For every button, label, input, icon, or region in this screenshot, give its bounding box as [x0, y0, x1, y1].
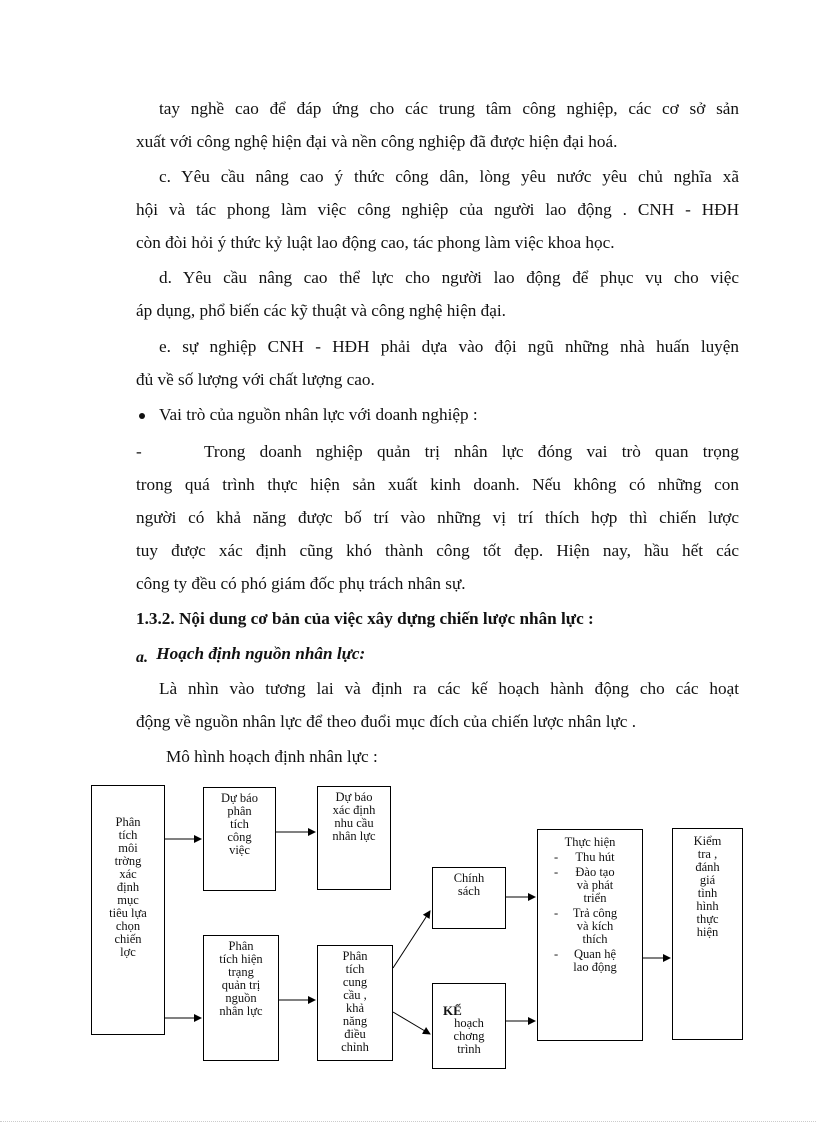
implement-list-item — [538, 851, 642, 864]
implement-item-text: Thu hút — [575, 850, 615, 864]
list-dash: - — [554, 865, 559, 879]
box-current-state — [203, 935, 279, 1061]
implement-item-text: Đào tạo và phát triển — [575, 865, 615, 905]
implement-list-item — [538, 907, 642, 946]
paragraph-line: hội và tác phong làm việc công nghiệp của người lao động . CNH - HĐH — [136, 200, 739, 219]
box-implement-title: Thực hiện — [564, 835, 616, 849]
box-policy-text: Chính sách — [453, 871, 485, 898]
box-forecast-demand — [317, 786, 391, 890]
implement-list-item — [538, 948, 642, 974]
implement-item-text: Quan hệ lao động — [573, 947, 617, 974]
paragraph-line: đủ về số lượng với chất lượng cao. — [136, 370, 375, 389]
box-plan-big: KẾ — [443, 1003, 462, 1018]
box-forecast-demand-text: Dự báo xác định nhu cầu nhân lực — [332, 790, 376, 843]
box-check-text: Kiểm tra , đánh giá tình hình thực hiện — [693, 834, 722, 939]
box-environment-analysis — [91, 785, 165, 1035]
section-heading: 1.3.2. Nội dung cơ bản của việc xây dựng chiến lược nhân lực : — [136, 609, 594, 628]
paragraph-line: Là nhìn vào tương lai và định ra các kế hoạch hành động cho các hoạt — [159, 679, 739, 698]
dash-marker: - — [136, 442, 142, 461]
subsection-marker: a. — [136, 649, 148, 666]
page-bottom-rule — [0, 1121, 816, 1122]
box-plan — [432, 983, 506, 1069]
box-environment-analysis-text: Phân tích môi trờng xác định mục tiêu lựa chọn chiến lợc — [109, 815, 147, 959]
paragraph-line: xuất với công nghệ hiện đại và nền công nghiệp đã được hiện đại hoá. — [136, 132, 618, 151]
bullet-text: Vai trò của nguồn nhân lực với doanh nghiệp : — [159, 405, 478, 424]
paragraph-line: công ty đều có phó giám đốc phụ trách nhân sự. — [136, 574, 466, 593]
paragraph-line: áp dụng, phổ biến các kỹ thuật và công nghệ hiện đại. — [136, 301, 506, 320]
box-forecast-work-text: Dự báo phân tích công việc — [221, 791, 258, 857]
paragraph-line: e. sự nghiệp CNH - HĐH phải dựa vào đội ngũ những nhà huấn luyện — [159, 337, 739, 356]
paragraph-line: tay nghề cao để đáp ứng cho các trung tâm công nghiệp, các cơ sở sản — [159, 99, 739, 118]
subsection-title: Hoạch định nguồn nhân lực: — [156, 644, 366, 663]
box-supply-demand — [317, 945, 393, 1061]
list-dash: - — [554, 947, 559, 961]
box-implement — [537, 829, 643, 1041]
implement-list-item — [538, 866, 642, 905]
paragraph-line: tuy được xác định cũng khó thành công tốt đẹp. Hiện nay, hầu hết các — [136, 541, 739, 560]
paragraph-line: Trong doanh nghiệp quản trị nhân lực đóng vai trò quan trọng — [204, 442, 739, 461]
paragraph-line: người có khả năng được bố trí vào những vị trí thích hợp thì chiến lược — [136, 508, 739, 527]
paragraph-line: trong quá trình thực hiện sản xuất kinh doanh. Nếu không có những con — [136, 475, 739, 494]
paragraph-line: động về nguồn nhân lực để theo đuổi mục đích của chiến lược nhân lực . — [136, 712, 637, 731]
box-check — [672, 828, 743, 1040]
box-policy — [432, 867, 506, 929]
diagram-caption: Mô hình hoạch định nhân lực : — [166, 747, 378, 766]
box-supply-demand-text: Phân tích cung cầu , khả năng điều chỉnh — [341, 949, 369, 1054]
list-dash: - — [554, 850, 559, 864]
paragraph-line: c. Yêu cầu nâng cao ý thức công dân, lòng yêu nước yêu chủ nghĩa xã — [159, 167, 739, 186]
arrow-supply-to-policy — [393, 911, 430, 968]
box-current-state-text: Phân tích hiện trạng quản trị nguồn nhân lực — [219, 939, 263, 1018]
box-plan-text: hoạch chơng trình — [453, 1016, 485, 1056]
paragraph-line: còn đòi hỏi ý thức kỷ luật lao động cao, tác phong làm việc khoa học. — [136, 233, 615, 252]
implement-item-text: Trả công và kích thích — [572, 906, 618, 946]
arrow-supply-to-plan — [393, 1012, 430, 1034]
paragraph-line: d. Yêu cầu nâng cao thể lực cho người lao động để phục vụ cho việc — [159, 268, 739, 287]
list-dash: - — [554, 906, 559, 920]
box-implement-list — [538, 851, 642, 974]
box-forecast-work — [203, 787, 276, 891]
